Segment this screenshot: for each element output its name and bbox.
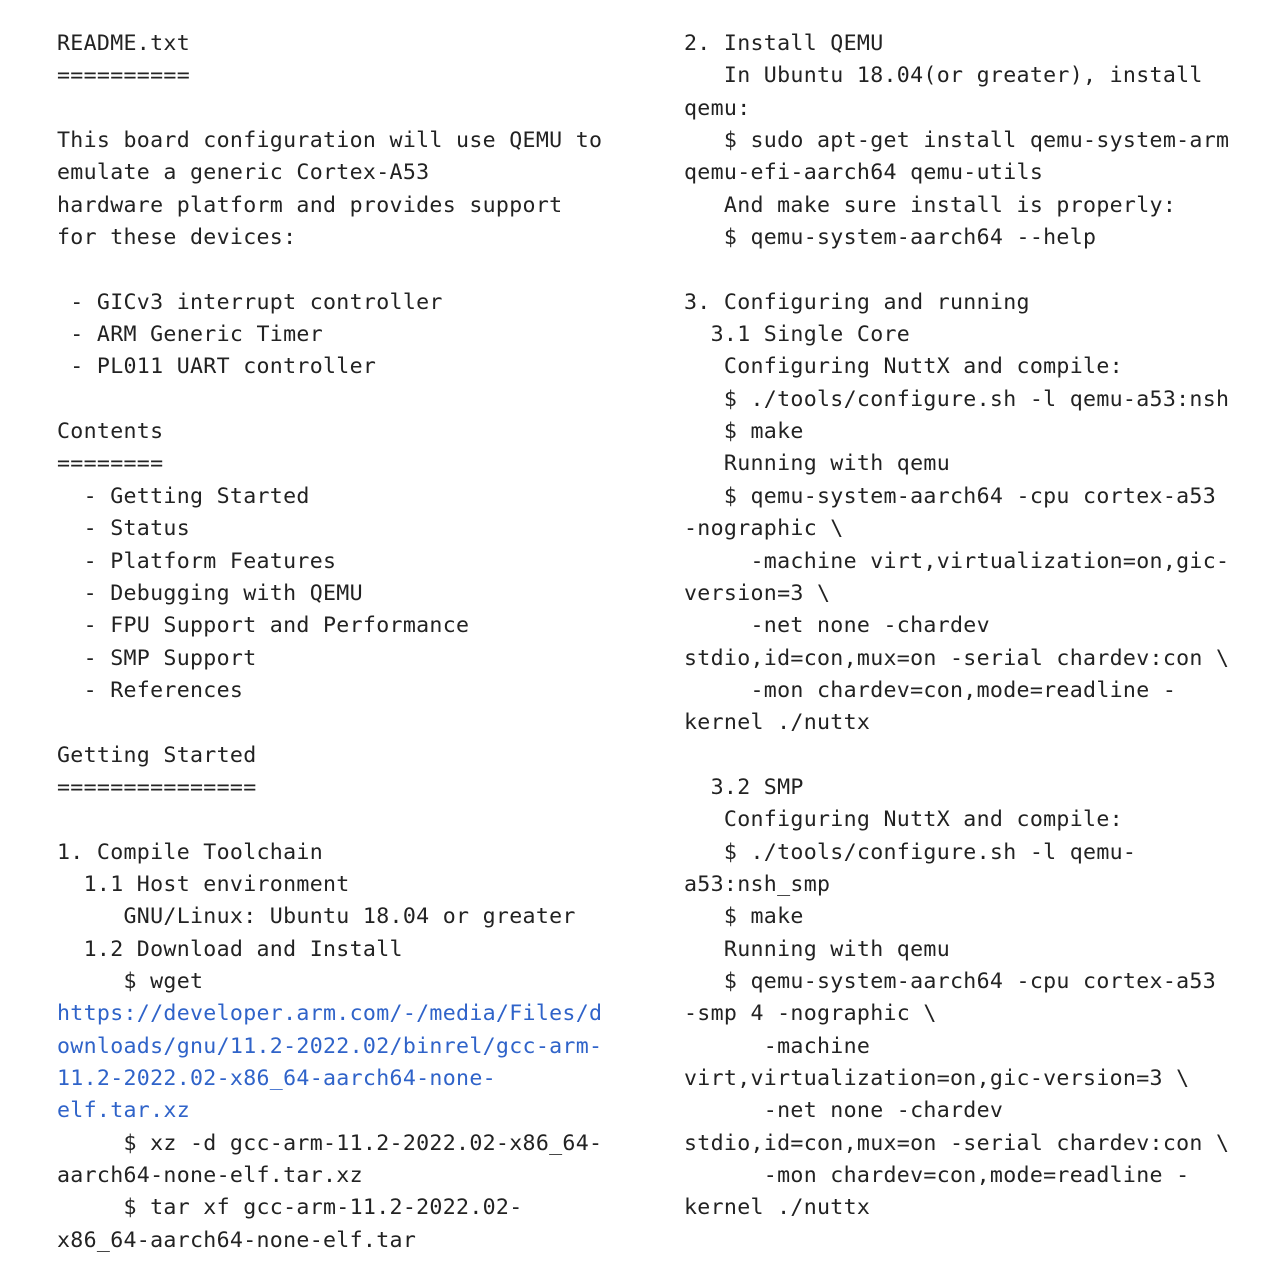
right-text-line (684, 254, 1264, 286)
left-text-line: $ tar xf gcc-arm-11.2-2022.02- (57, 1195, 523, 1221)
left-text-line: $ wget (57, 968, 204, 994)
right-text-line: -net none -chardev (684, 613, 990, 639)
left-text-line: - SMP Support (57, 645, 257, 671)
right-text-line (684, 740, 1264, 772)
readme-left-column (57, 28, 617, 1257)
left-text-line: for these devices: (57, 225, 297, 251)
left-text-line: - FPU Support and Performance (57, 613, 470, 639)
right-text-line: And make sure install is properly: (684, 192, 1177, 218)
right-text-line: $ make (684, 904, 804, 930)
right-text-line: -machine (684, 1033, 871, 1059)
left-text-line: aarch64-none-elf.tar.xz (57, 1163, 363, 1189)
left-text-line: - Status (57, 516, 191, 542)
right-text-line: Running with qemu (684, 936, 951, 962)
left-text-line: ======== (57, 451, 164, 477)
right-text-line: version=3 \ (684, 580, 831, 606)
right-text-line: Running with qemu (684, 451, 951, 477)
left-text-line: x86_64-aarch64-none-elf.tar (57, 1227, 417, 1253)
left-text-line: README.txt (57, 31, 191, 56)
left-text-line: ========== (57, 63, 191, 89)
right-text-line: $ make (684, 419, 804, 445)
right-text-line: -mon chardev=con,mode=readline - (684, 677, 1177, 703)
right-text-line: kernel ./nuttx (684, 1195, 871, 1221)
left-text-line (57, 804, 617, 836)
right-text-line: -net none -chardev (684, 1098, 1004, 1124)
right-text-line: $ qemu-system-aarch64 -cpu cortex-a53 (684, 483, 1217, 509)
left-text-line: 1. Compile Toolchain (57, 839, 324, 865)
toolchain-download-link[interactable]: elf.tar.xz (57, 1098, 191, 1124)
left-text-line: - Getting Started (57, 483, 310, 509)
right-text-line: $ sudo apt-get install qemu-system-arm (684, 128, 1230, 154)
left-text-line: - Platform Features (57, 548, 337, 574)
left-text-line: Contents (57, 419, 164, 445)
left-text-line: - GICv3 interrupt controller (57, 289, 443, 315)
right-text-line: $ ./tools/configure.sh -l qemu-a53:nsh (684, 386, 1230, 412)
right-text-line: -machine virt,virtualization=on,gic- (684, 548, 1230, 574)
left-text-line (57, 707, 617, 739)
left-text-line: 1.2 Download and Install (57, 936, 403, 962)
right-text-line: -nographic \ (684, 516, 844, 542)
right-text-line: virt,virtualization=on,gic-version=3 \ (684, 1066, 1190, 1091)
toolchain-download-link[interactable]: ownloads/gnu/11.2-2022.02/binrel/gcc-arm- (57, 1033, 603, 1059)
left-text-line: GNU/Linux: Ubuntu 18.04 or greater (57, 904, 576, 930)
toolchain-download-link[interactable]: https://developer.arm.com/-/media/Files/d (57, 1001, 603, 1027)
left-text-line (57, 93, 617, 125)
left-text-line: $ xz -d gcc-arm-11.2-2022.02-x86_64- (57, 1130, 603, 1156)
left-text-line: emulate a generic Cortex-A53 (57, 160, 430, 186)
right-text-line: $ ./tools/configure.sh -l qemu- (684, 839, 1137, 865)
left-text-line: Getting Started (57, 742, 257, 768)
left-text-line: This board configuration will use QEMU to (57, 128, 603, 154)
right-text-line: -mon chardev=con,mode=readline - (684, 1163, 1190, 1189)
right-text-line: 2. Install QEMU (684, 31, 884, 56)
left-text-line: hardware platform and provides support (57, 192, 563, 218)
right-text-line: qemu-efi-aarch64 qemu-utils (684, 160, 1044, 186)
toolchain-download-link[interactable]: 11.2-2022.02-x86_64-aarch64-none- (57, 1066, 496, 1091)
right-text-line: 3.2 SMP (684, 774, 804, 800)
right-text-line: $ qemu-system-aarch64 --help (684, 225, 1097, 251)
left-text-line: 1.1 Host environment (57, 871, 350, 897)
left-text-line: - References (57, 677, 244, 703)
right-text-line: stdio,id=con,mux=on -serial chardev:con \ (684, 1130, 1230, 1156)
left-text-line (57, 254, 617, 286)
left-text-line (57, 384, 617, 416)
left-text-line: - Debugging with QEMU (57, 580, 363, 606)
right-text-line: 3. Configuring and running (684, 289, 1030, 315)
right-text-line: 3.1 Single Core (684, 322, 911, 348)
right-text-line: stdio,id=con,mux=on -serial chardev:con \ (684, 645, 1230, 671)
right-text-line: -smp 4 -nographic \ (684, 1001, 937, 1027)
left-text-line: =============== (57, 774, 257, 800)
left-text-line: - PL011 UART controller (57, 354, 377, 380)
readme-right-column (684, 28, 1264, 1225)
right-text-line: a53:nsh_smp (684, 871, 831, 897)
right-text-line: In Ubuntu 18.04(or greater), install (684, 63, 1203, 89)
right-text-line: qemu: (684, 95, 751, 121)
right-text-line: Configuring NuttX and compile: (684, 807, 1123, 833)
right-text-line: Configuring NuttX and compile: (684, 354, 1123, 380)
right-text-line: kernel ./nuttx (684, 710, 871, 736)
left-text-line: - ARM Generic Timer (57, 322, 324, 348)
right-text-line: $ qemu-system-aarch64 -cpu cortex-a53 (684, 968, 1217, 994)
